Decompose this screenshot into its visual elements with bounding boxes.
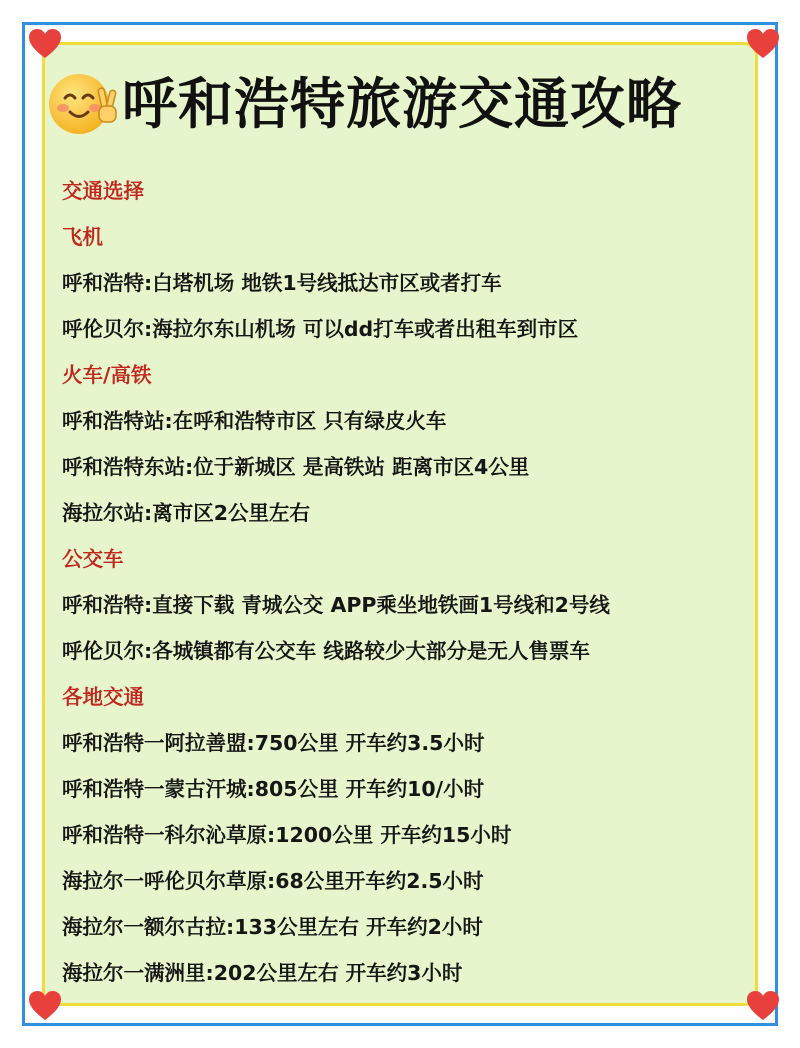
info-line: 呼和浩特:白塔机场 地铁1号线抵达市区或者打车 bbox=[62, 271, 502, 295]
heart-icon bbox=[746, 28, 780, 60]
info-line: 呼和浩特东站:位于新城区 是高铁站 距离市区4公里 bbox=[62, 455, 530, 479]
section-heading: 火车/高铁 bbox=[62, 363, 152, 387]
info-line: 呼和浩特一阿拉善盟:750公里 开车约3.5小时 bbox=[62, 731, 485, 755]
heart-icon bbox=[28, 990, 62, 1022]
info-line: 海拉尔一呼伦贝尔草原:68公里开车约2.5小时 bbox=[62, 869, 484, 893]
title-row bbox=[46, 62, 766, 146]
info-line: 海拉尔一满洲里:202公里左右 开车约3小时 bbox=[62, 961, 463, 985]
info-line: 海拉尔站:离市区2公里左右 bbox=[62, 501, 310, 525]
page-title: 呼和浩特旅游交通攻略 bbox=[122, 72, 683, 136]
info-line: 呼和浩特一蒙古汗城:805公里 开车约10/小时 bbox=[62, 777, 485, 801]
info-line: 呼和浩特一科尔沁草原:1200公里 开车约15小时 bbox=[62, 823, 512, 847]
info-line: 呼伦贝尔:海拉尔东山机场 可以dd打车或者出租车到市区 bbox=[62, 317, 579, 341]
info-line: 海拉尔一额尔古拉:133公里左右 开车约2小时 bbox=[62, 915, 483, 939]
smiling-face-victory-icon bbox=[46, 68, 118, 138]
heart-icon bbox=[28, 28, 62, 60]
section-heading: 交通选择 bbox=[62, 179, 144, 203]
info-line: 呼和浩特:直接下载 青城公交 APP乘坐地铁画1号线和2号线 bbox=[62, 593, 610, 617]
section-heading: 飞机 bbox=[62, 225, 103, 249]
info-line: 呼和浩特站:在呼和浩特市区 只有绿皮火车 bbox=[62, 409, 447, 433]
section-heading: 公交车 bbox=[62, 547, 124, 571]
section-heading: 各地交通 bbox=[62, 685, 144, 709]
guide-content bbox=[62, 168, 762, 996]
info-line: 呼伦贝尔:各城镇都有公交车 线路较少大部分是无人售票车 bbox=[62, 639, 590, 663]
